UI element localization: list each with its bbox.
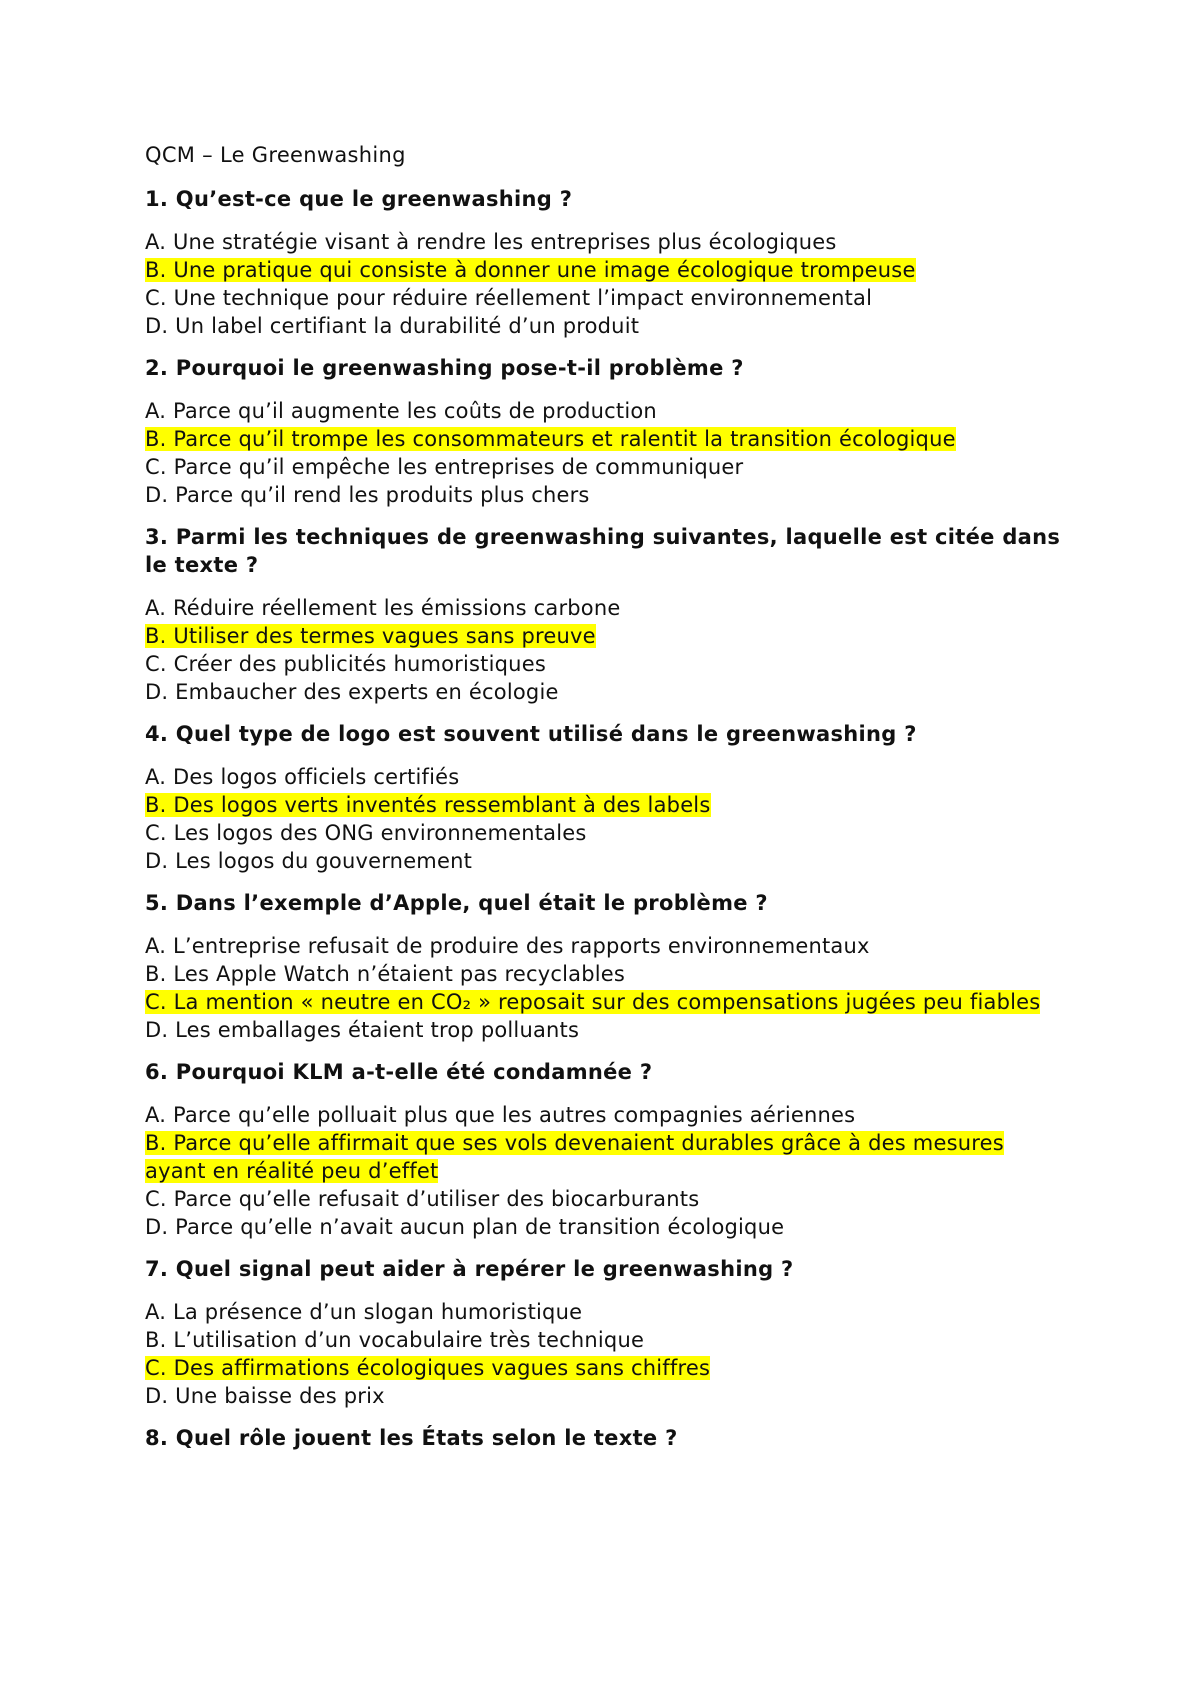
answer-option	[145, 453, 1065, 481]
answer-option-highlighted	[145, 425, 1065, 453]
answer-option	[145, 481, 1065, 509]
answer-option-text: A. Réduire réellement les émissions carbone	[145, 596, 621, 620]
answer-option	[145, 763, 1065, 791]
answer-option-highlighted	[145, 988, 1065, 1016]
answer-option	[145, 397, 1065, 425]
question-text: 7. Quel signal peut aider à repérer le greenwashing ?	[145, 1257, 794, 1281]
answer-options	[145, 1298, 1065, 1410]
answer-option-highlighted	[145, 622, 1065, 650]
question-block	[145, 889, 1065, 1044]
answer-option-text: C. Une technique pour réduire réellement l’impact environnemental	[145, 286, 873, 310]
answer-option-text: D. Parce qu’il rend les produits plus chers	[145, 483, 590, 507]
answer-option	[145, 312, 1065, 340]
answer-option	[145, 960, 1065, 988]
answer-option-text: B. L’utilisation d’un vocabulaire très technique	[145, 1328, 645, 1352]
answer-options	[145, 1101, 1065, 1241]
question-text: 8. Quel rôle jouent les États selon le texte ?	[145, 1426, 678, 1450]
answer-options	[145, 932, 1065, 1044]
question-block	[145, 1058, 1065, 1241]
answer-option	[145, 1298, 1065, 1326]
answer-option-text: A. Parce qu’il augmente les coûts de production	[145, 399, 657, 423]
document-title: QCM – Le Greenwashing	[145, 143, 406, 167]
answer-option-text: B. Des logos verts inventés ressemblant à des labels	[145, 793, 711, 817]
answer-option	[145, 594, 1065, 622]
answer-option	[145, 1101, 1065, 1129]
answer-option-text: C. Parce qu’il empêche les entreprises de communiquer	[145, 455, 744, 479]
answer-option	[145, 678, 1065, 706]
question-text: 4. Quel type de logo est souvent utilisé dans le greenwashing ?	[145, 722, 917, 746]
answer-option-text: C. Parce qu’elle refusait d’utiliser des biocarburants	[145, 1187, 700, 1211]
answer-option-highlighted	[145, 1354, 1065, 1382]
answer-option-highlighted	[145, 256, 1065, 284]
question-text: 2. Pourquoi le greenwashing pose-t-il problème ?	[145, 356, 744, 380]
answer-option-text: D. Les logos du gouvernement	[145, 849, 473, 873]
answer-option	[145, 847, 1065, 875]
question-block	[145, 1255, 1065, 1410]
question-text: 6. Pourquoi KLM a-t-elle été condamnée ?	[145, 1060, 653, 1084]
answer-option	[145, 1382, 1065, 1410]
answer-option	[145, 284, 1065, 312]
answer-option	[145, 1185, 1065, 1213]
answer-option-text: D. Un label certifiant la durabilité d’un produit	[145, 314, 640, 338]
answer-option-text: C. Créer des publicités humoristiques	[145, 652, 546, 676]
question-block	[145, 354, 1065, 509]
answer-option-text: B. Utiliser des termes vagues sans preuve	[145, 624, 596, 648]
question-block	[145, 720, 1065, 875]
answer-option-text: A. La présence d’un slogan humoristique	[145, 1300, 583, 1324]
answer-option-text: D. Embaucher des experts en écologie	[145, 680, 559, 704]
answer-option	[145, 228, 1065, 256]
question-text: 3. Parmi les techniques de greenwashing suivantes, laquelle est citée dans le texte ?	[145, 525, 1061, 577]
question-text: 5. Dans l’exemple d’Apple, quel était le problème ?	[145, 891, 768, 915]
answer-option-text: C. La mention « neutre en CO₂ » reposait sur des compensations jugées peu fiables	[145, 990, 1041, 1014]
answer-option	[145, 650, 1065, 678]
answer-options	[145, 397, 1065, 509]
answer-option-text: C. Des affirmations écologiques vagues sans chiffres	[145, 1356, 711, 1380]
answer-option	[145, 819, 1065, 847]
question-block	[145, 523, 1065, 706]
answer-option-text: A. Des logos officiels certifiés	[145, 765, 460, 789]
answer-options	[145, 228, 1065, 340]
answer-option-text: A. Une stratégie visant à rendre les entreprises plus écologiques	[145, 230, 837, 254]
answer-options	[145, 763, 1065, 875]
question-list	[145, 185, 1065, 1452]
answer-option-text: A. L’entreprise refusait de produire des rapports environnementaux	[145, 934, 870, 958]
answer-option-highlighted	[145, 1129, 1065, 1185]
question-block	[145, 1424, 1065, 1452]
answer-options	[145, 594, 1065, 706]
answer-option-text: B. Une pratique qui consiste à donner une image écologique trompeuse	[145, 258, 916, 282]
answer-option	[145, 1016, 1065, 1044]
answer-option-text: D. Les emballages étaient trop polluants	[145, 1018, 580, 1042]
answer-option-highlighted	[145, 791, 1065, 819]
answer-option	[145, 932, 1065, 960]
answer-option	[145, 1213, 1065, 1241]
answer-option-text: B. Parce qu’elle affirmait que ses vols devenaient durables grâce à des mesures ayant en réalité peu d’effet	[145, 1131, 1004, 1183]
answer-option-text: A. Parce qu’elle polluait plus que les autres compagnies aériennes	[145, 1103, 856, 1127]
question-text: 1. Qu’est-ce que le greenwashing ?	[145, 187, 573, 211]
question-block	[145, 185, 1065, 340]
document-page	[145, 141, 1065, 1467]
answer-option-text: B. Parce qu’il trompe les consommateurs et ralentit la transition écologique	[145, 427, 956, 451]
answer-option-text: D. Parce qu’elle n’avait aucun plan de transition écologique	[145, 1215, 785, 1239]
answer-option-text: C. Les logos des ONG environnementales	[145, 821, 587, 845]
answer-option-text: D. Une baisse des prix	[145, 1384, 385, 1408]
answer-option	[145, 1326, 1065, 1354]
answer-option-text: B. Les Apple Watch n’étaient pas recyclables	[145, 962, 626, 986]
